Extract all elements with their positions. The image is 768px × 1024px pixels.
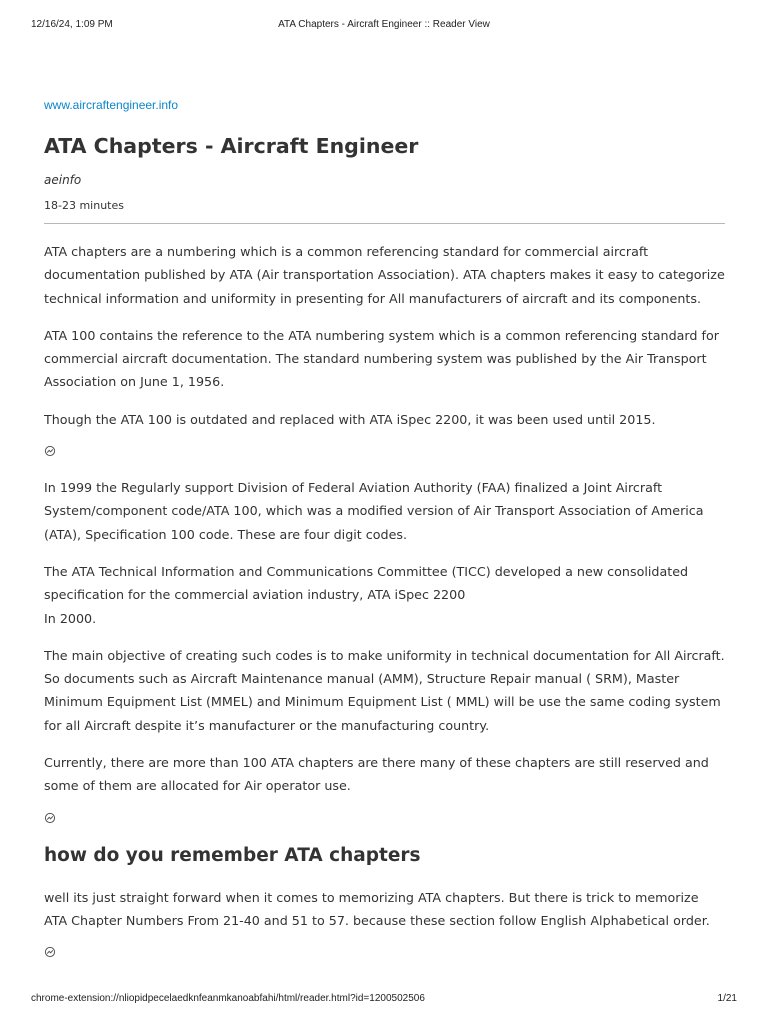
reader-view-article (44, 94, 725, 977)
article-byline: aeinfo (44, 173, 82, 187)
broken-image-icon (44, 812, 56, 824)
print-datetime: 12/16/24, 1:09 PM (31, 19, 113, 30)
paragraph-ata-100: ATA 100 contains the reference to the ATA numbering system which is a common referencing standard for commercial aircraft documentation. The standard numbering system was published by the Air Transport Association on June 1, 1956. (44, 327, 719, 390)
print-page-title: ATA Chapters - Aircraft Engineer :: Reader View (278, 19, 490, 30)
print-page-number: 1/21 (717, 993, 737, 1004)
header-divider (44, 223, 725, 224)
source-domain-link[interactable]: www.aircraftengineer.info (44, 98, 179, 112)
print-url: chrome-extension://nliopidpecelaedknfeanmkanoabfahi/html/reader.html?id=1200502506 (31, 993, 425, 1004)
paragraph-ticc-year: In 2000. (44, 610, 97, 626)
article-content (44, 240, 725, 958)
paragraph-ispec-2200: Though the ATA 100 is outdated and replaced with ATA iSpec 2200, it was been used until 2015. (44, 411, 656, 427)
section-heading-remember: how do you remember ATA chapters (44, 844, 421, 866)
broken-image-icon (44, 445, 56, 457)
paragraph-ata-intro: ATA chapters are a numbering which is a common referencing standard for commercial aircraft documentation published by ATA (Air transportation Association). ATA chapters makes it easy to categorize technical information and uniformity in presenting for All manufacturers of aircraft and its components. (44, 244, 725, 306)
broken-image-icon (44, 946, 56, 958)
paragraph-ticc-text: The ATA Technical Information and Communications Committee (TICC) developed a new consolidated specification for the commercial aviation industry, ATA iSpec 2200 (44, 563, 689, 603)
paragraph-memorize: well its just straight forward when it comes to memorizing ATA chapters. But there is trick to memorize ATA Chapter Numbers From 21-40 and 51 to 57. because these section follow English Alphabetical order. (44, 889, 710, 928)
paragraph-currently: Currently, there are more than 100 ATA chapters are there many of these chapters are still reserved and some of them are allocated for Air operator use. (44, 755, 709, 794)
paragraph-objective: The main objective of creating such codes is to make uniformity in technical documentation for All Aircraft. So documents such as Aircraft Maintenance manual (AMM), Structure Repair manual ( SRM), Master Minimum Equipment List (MMEL) and Minimum Equipment List ( MML) will be use the same coding system for all Aircraft despite it’s manufacturer or the manufacturing country. (44, 647, 725, 733)
paragraph-ticc (44, 560, 725, 630)
article-title: ATA Chapters - Aircraft Engineer (44, 134, 419, 158)
paragraph-faa-1999: In 1999 the Regularly support Division of Federal Aviation Authority (FAA) finalized a Joint Aircraft System/component code/ATA 100, which was a modified version of Air Transport Association of America (ATA), Specification 100 code. These are four digit codes. (44, 480, 704, 542)
reading-time: 18-23 minutes (44, 199, 124, 212)
